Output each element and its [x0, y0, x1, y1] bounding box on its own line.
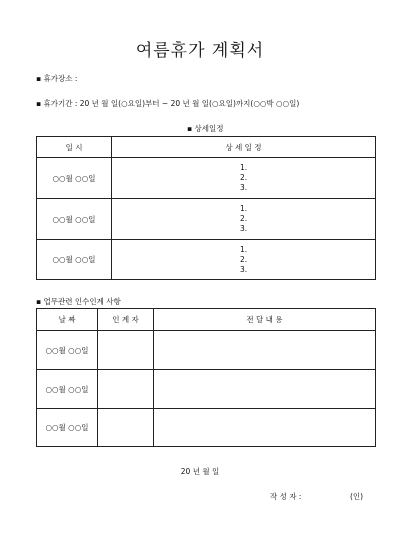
handover-content-cell	[154, 331, 376, 370]
schedule-table	[36, 136, 376, 280]
col-detail-header: 상 세 일 정	[112, 137, 376, 158]
handover-content-cell	[154, 370, 376, 409]
handover-date-cell: ○○월 ○○일	[37, 331, 98, 370]
schedule-date-cell: ○○월 ○○일	[37, 240, 112, 280]
schedule-item: 3.	[240, 264, 248, 274]
vacation-location-line: ▪ 휴가장소 :	[36, 74, 78, 83]
schedule-detail-cell	[112, 158, 376, 199]
schedule-item: 2.	[240, 254, 248, 264]
schedule-detail-cell	[112, 199, 376, 240]
schedule-heading: ▪ 상세일정	[187, 124, 224, 133]
table-row	[37, 240, 376, 280]
table-row	[37, 158, 376, 199]
author-label: 작 성 자 :	[270, 492, 302, 501]
handover-heading: ▪ 업무관련 인수인계 사항	[36, 297, 121, 306]
schedule-item: 1.	[240, 163, 248, 172]
seal-mark: (인)	[350, 492, 364, 501]
col-content-header: 전 달 내 용	[154, 309, 376, 331]
col-date-header: 일 시	[37, 137, 112, 158]
table-row	[37, 409, 376, 447]
handover-person-cell	[98, 409, 154, 447]
document-title: 여름휴가 계획서	[135, 41, 265, 61]
col-person-header: 인 계 자	[98, 309, 154, 331]
table-row	[37, 331, 376, 370]
handover-content-cell	[154, 409, 376, 447]
handover-date-cell: ○○월 ○○일	[37, 409, 98, 447]
schedule-date-cell: ○○월 ○○일	[37, 199, 112, 240]
schedule-detail-cell	[112, 240, 376, 280]
schedule-item: 1.	[240, 244, 248, 254]
handover-date-cell: ○○월 ○○일	[37, 370, 98, 409]
schedule-date-cell: ○○월 ○○일	[37, 158, 112, 199]
handover-table	[36, 308, 376, 447]
table-row	[37, 199, 376, 240]
vacation-period-line: ▪ 휴가기간 : 20 년 월 일(○요일)부터 ~ 20 년 월 일(○요일)까지(○○박 ○○일)	[36, 99, 300, 108]
schedule-item: 2.	[240, 173, 248, 182]
handover-person-cell	[98, 370, 154, 409]
handover-table-header	[37, 309, 376, 331]
handover-person-cell	[98, 331, 154, 370]
schedule-item: 3.	[240, 224, 248, 233]
footer-date: 20 년 월 일	[180, 467, 220, 476]
schedule-item: 1.	[240, 204, 248, 213]
table-row	[37, 370, 376, 409]
col-date-header: 날 짜	[37, 309, 98, 331]
schedule-table-header	[37, 137, 376, 158]
schedule-item: 3.	[240, 183, 248, 192]
schedule-item: 2.	[240, 214, 248, 223]
